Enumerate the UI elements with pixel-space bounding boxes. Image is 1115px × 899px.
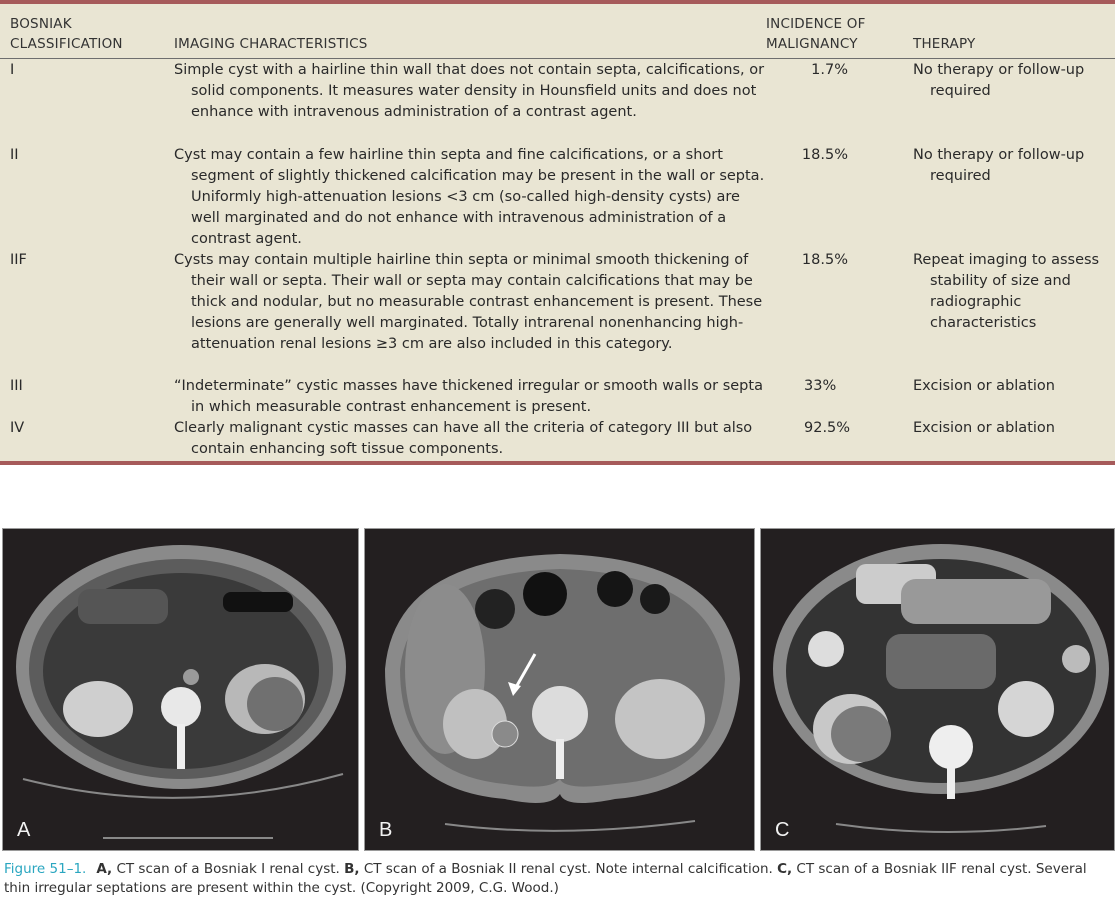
figure-caption <box>4 860 1104 898</box>
cell-classification: III <box>10 378 23 394</box>
header-classification <box>10 14 123 54</box>
cell-classification: II <box>10 147 19 163</box>
ct-scan-image-a <box>3 529 359 851</box>
ct-panel-b <box>364 528 755 851</box>
panel-label-c: C <box>775 819 790 841</box>
caption-part-c-label: C, <box>777 861 793 877</box>
ct-scan-figure <box>0 528 1115 851</box>
header-imaging: IMAGING CHARACTERISTICS <box>174 36 368 52</box>
cell-therapy: No therapy or follow-up required <box>913 147 1085 184</box>
cell-therapy: Repeat imaging to assess stability of size and radiographic characteristics <box>913 252 1100 331</box>
panel-label-b: B <box>379 819 393 841</box>
table-header-row <box>0 10 1115 59</box>
caption-part-c-text: CT scan of a Bosniak IIF renal cyst. Several thin irregular septations are present within the cyst. (Copyright 2009, C.G. Wood.) <box>4 861 1087 896</box>
cell-therapy: No therapy or follow-up required <box>913 62 1085 99</box>
panel-label-a: A <box>17 819 31 841</box>
cell-classification: IV <box>10 420 25 436</box>
caption-part-b-label: B, <box>344 861 360 877</box>
header-classification-line2: CLASSIFICATION <box>10 36 123 52</box>
cell-incidence: 18.5% <box>801 252 848 268</box>
cell-imaging: Clearly malignant cystic masses can have all the criteria of category III but also contain enhancing soft tissue components. <box>174 420 753 457</box>
caption-part-b-text: CT scan of a Bosniak II renal cyst. Note internal calcification. <box>359 861 778 877</box>
cell-incidence: 1.7% <box>811 62 848 78</box>
header-incidence-line2: MALIGNANCY <box>766 36 858 52</box>
header-incidence-line1: INCIDENCE OF <box>766 16 866 32</box>
ct-scan-image-c <box>761 529 1115 851</box>
cell-therapy: Excision or ablation <box>913 420 1055 436</box>
caption-part-a-label: A, <box>96 861 113 877</box>
ct-scan-image-b <box>365 529 755 851</box>
cell-incidence: 92.5% <box>804 420 851 436</box>
ct-panel-c <box>760 528 1115 851</box>
cell-incidence: 18.5% <box>801 147 848 163</box>
cell-incidence: 33% <box>804 378 837 394</box>
cell-imaging: Cysts may contain multiple hairline thin septa or minimal smooth thickening of their wall or septa. Their wall or septa may contain calcifications that may be thick and nodular, but no measurable contrast enhancement is present. These lesions are generally well marginated. Totally intrarenal nonenhancing high-attenuation renal lesions ≥3 cm are also included in this category. <box>174 252 763 352</box>
cell-imaging: Cyst may contain a few hairline thin septa and fine calcifications, or a short segment of slightly thickened calcification may be present in the wall or septa. Uniformly high-attenuation lesions <3 cm (so-called high-density cysts) are well marginated and do not enhance with intravenous administration of a contrast agent. <box>174 147 765 247</box>
cell-classification: IIF <box>10 252 27 268</box>
header-therapy: THERAPY <box>913 36 976 52</box>
cell-therapy: Excision or ablation <box>913 378 1055 394</box>
cell-classification: I <box>10 62 15 78</box>
caption-part-a-text: CT scan of a Bosniak I renal cyst. <box>112 861 345 877</box>
header-classification-line1: BOSNIAK <box>10 16 72 32</box>
cell-imaging: “Indeterminate” cystic masses have thickened irregular or smooth walls or septa in which measurable contrast enhancement is present. <box>174 378 763 415</box>
figure-label: Figure 51–1. <box>4 861 87 877</box>
header-incidence <box>766 14 866 54</box>
ct-panel-a <box>2 528 359 851</box>
cell-imaging: Simple cyst with a hairline thin wall that does not contain septa, calcifications, or solid components. It measures water density in Hounsfield units and does not enhance with intravenous administration of a contrast agent. <box>174 62 765 120</box>
